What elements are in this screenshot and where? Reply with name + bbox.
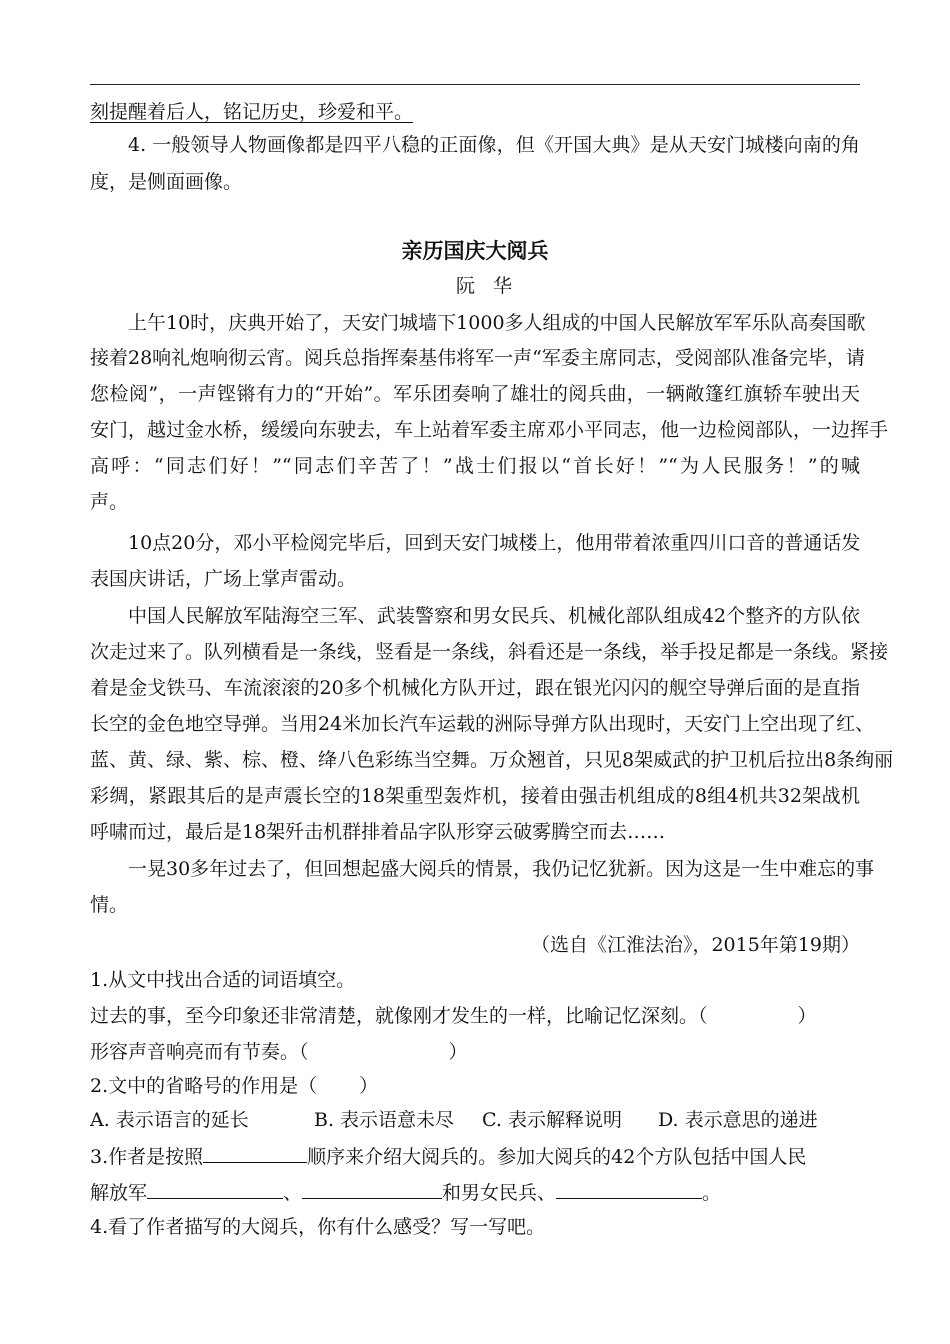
q1-item-b	[90, 1040, 860, 1064]
p3-line3: 着是金戈铁马、车流滚滚的20多个机械化方队开过，跟在银光闪闪的舰空导弹后面的是直指	[90, 677, 860, 699]
q1-title: 1.从文中找出合适的词语填空。	[90, 969, 356, 991]
p3-line4: 长空的金色地空导弹。当用24米加长汽车运载的洲际导弹方队出现时，天安门上空出现了红、	[90, 713, 875, 735]
q3-blank-2[interactable]	[302, 1180, 442, 1199]
q1-item-a	[90, 1004, 860, 1028]
q1-item-a-close: ）	[797, 1005, 817, 1027]
top-rule	[90, 84, 860, 85]
prev-answer-line: 刻提醒着后人，铭记历史，珍爱和平。	[90, 101, 414, 123]
p1-line5: 高呼：“同志们好！”“同志们辛苦了！”战士们报以“首长好！”“为人民服务！”的喊	[90, 455, 860, 477]
p3-line5: 蓝、黄、绿、紫、棕、橙、绛八色彩练当空舞。万众翘首，只见8架威武的护卫机后拉出8条绚丽	[90, 749, 894, 771]
p1-line6: 声。	[90, 491, 129, 513]
q3-line1	[90, 1144, 860, 1169]
p1-line4: 安门，越过金水桥，缓缓向东驶去，车上站着军委主席邓小平同志，他一边检阅部队，一边挥手	[90, 419, 889, 441]
q3-blank-3[interactable]	[556, 1180, 702, 1199]
p4-line2: 情。	[90, 894, 129, 916]
p2-line2: 表国庆讲话，广场上掌声雷动。	[90, 568, 357, 590]
article-title: 亲历国庆大阅兵	[401, 239, 549, 263]
q3-l2-pre: 解放军	[90, 1182, 148, 1204]
prev-item4-line1: 4. 一般领导人物画像都是四平八稳的正面像，但《开国大典》是从天安门城楼向南的角	[128, 134, 860, 156]
q2-option-d: D. 表示意思的递进	[658, 1109, 818, 1131]
q3-blank-order[interactable]	[203, 1144, 307, 1163]
p1-line1: 上午10时，庆典开始了，天安门城墙下1000多人组成的中国人民解放军军乐队高奏国歌	[128, 312, 866, 334]
q2-option-b: B. 表示语意未尽	[314, 1109, 455, 1131]
q1-item-b-text: 形容声音响亮而有节奏。（	[90, 1041, 309, 1063]
q3-end: 。	[702, 1182, 722, 1204]
q3-blank-1[interactable]	[147, 1180, 283, 1199]
article-author: 阮华	[455, 275, 530, 297]
q3-sep: 、	[283, 1182, 303, 1204]
p3-line6: 彩绸，紧跟其后的是声震长空的18架重型轰炸机，接着由强击机组成的8组4机共32架战机	[90, 785, 860, 807]
q4-title: 4.看了作者描写的大阅兵，你有什么感受？写一写吧。	[90, 1216, 546, 1238]
q3-and: 和男女民兵、	[442, 1182, 557, 1204]
prev-item4-line2: 度，是侧面画像。	[90, 171, 243, 193]
q2-title	[90, 1074, 860, 1098]
q3-mid: 顺序来介绍大阅兵的。参加大阅兵的42个方队包括中国人民	[307, 1146, 807, 1168]
p3-line2: 次走过来了。队列横看是一条线，竖看是一条线，斜看还是一条线，举手投足都是一条线。紧接	[90, 641, 889, 663]
article-source: （选自《江淮法治》，2015年第19期）	[530, 934, 860, 956]
q2-title-text: 2.文中的省略号的作用是（	[90, 1075, 318, 1097]
q2-close: ）	[359, 1075, 379, 1097]
q1-item-a-text: 过去的事，至今印象还非常清楚，就像刚才发生的一样，比喻记忆深刻。（	[90, 1005, 708, 1027]
p3-line7: 呼啸而过，最后是18架歼击机群排着品字队形穿云破雾腾空而去……	[90, 821, 666, 843]
p4-line1: 一晃30多年过去了，但回想起盛大阅兵的情景，我仍记忆犹新。因为这是一生中难忘的事	[128, 858, 875, 880]
p1-line2: 接着28响礼炮响彻云宵。阅兵总指挥秦基伟将军一声“军委主席同志，受阅部队准备完毕，请	[90, 347, 865, 369]
q1-item-b-close: ）	[448, 1041, 468, 1063]
p1-line3: 您检阅”，一声铿锵有力的“开始”。军乐团奏响了雄壮的阅兵曲，一辆敞篷红旗轿车驶出天	[90, 383, 860, 405]
q2-option-a: A. 表示语言的延长	[90, 1109, 249, 1131]
q3-line2	[90, 1180, 860, 1205]
q2-option-c: C. 表示解释说明	[482, 1109, 622, 1131]
q3-pre: 3.作者是按照	[90, 1146, 204, 1168]
p3-line1: 中国人民解放军陆海空三军、武装警察和男女民兵、机械化部队组成42个整齐的方队依	[128, 605, 860, 627]
p2-line1: 10点20分，邓小平检阅完毕后，回到天安门城楼上，他用带着浓重四川口音的普通话发	[128, 532, 861, 554]
